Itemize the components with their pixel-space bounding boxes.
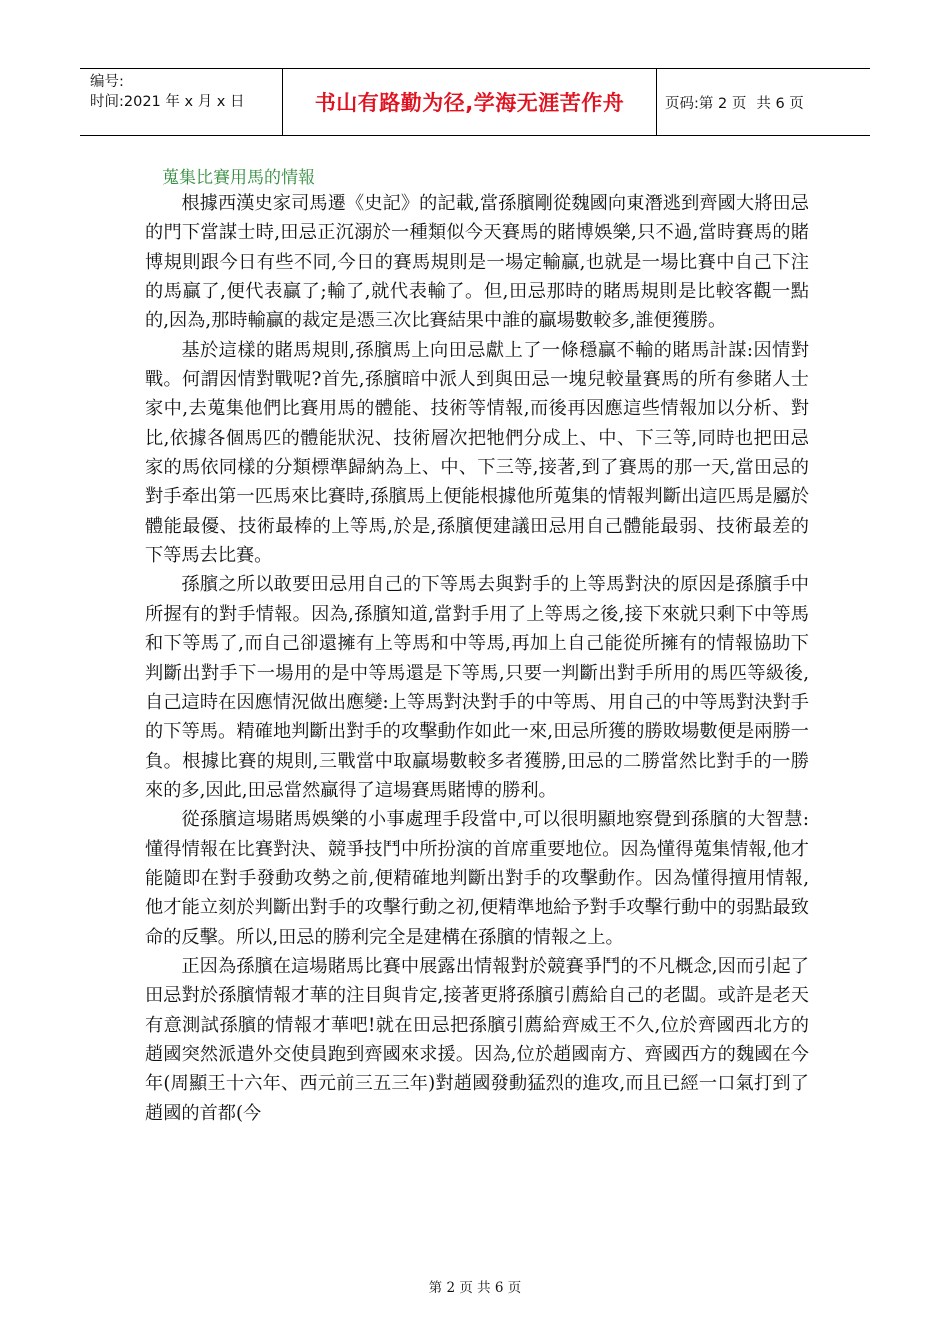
section-title: 蒐集比賽用馬的情報 — [162, 168, 315, 188]
page-header — [80, 68, 870, 136]
paragraph: 從孫臏這場賭馬娛樂的小事處理手段當中,可以很明顯地察覺到孫臏的大智慧:懂得情報在比賽對決、競爭技鬥中所扮演的首席重要地位。因為懂得蒐集情報,他才能隨即在對手發動攻勢之前,便精確地判斷出對手的攻擊動作。因為懂得擅用情報,他才能立刻於判斷出對手的攻擊行動之初,便精準地給予對手攻擊行動中的弱點最致命的反擊。所以,田忌的勝利完全是建構在孫臏的情報之上。 — [145, 809, 809, 948]
header-meta-cell — [80, 69, 283, 135]
document-time-label: 时间:2021 年 x 月 x 日 — [90, 94, 245, 110]
header-page-cell — [657, 69, 870, 135]
page-footer: 第 2 页 共 6 页 — [428, 1280, 522, 1296]
document-number-label: 编号: — [90, 74, 124, 90]
paragraph: 孫臏之所以敢要田忌用自己的下等馬去與對手的上等馬對決的原因是孫臏手中所握有的對手情報。因為,孫臏知道,當對手用了上等馬之後,接下來就只剩下中等馬和下等馬了,而自己卻還擁有上等馬和中等馬,再加上自己能從所擁有的情報協助下判斷出對手下一場用的是中等馬還是下等馬,只要一判斷出對手所用的馬匹等級後,自己這時在因應情況做出應變:上等馬對決對手的中等馬、用自己的中等馬對決對手的下等馬。精確地判斷出對手的攻擊動作如此一來,田忌所獲的勝敗場數便是兩勝一負。根據比賽的規則,三戰當中取贏場數較多者獲勝,田忌的二勝當然比對手的一勝來的多,因此,田忌當然贏得了這場賽馬賭博的勝利。 — [145, 574, 809, 801]
header-page-number: 页码:第 2 页 — [665, 95, 747, 112]
article-body — [145, 189, 809, 1128]
paragraph: 根據西漢史家司馬遷《史記》的記載,當孫臏剛從魏國向東潛逃到齊國大將田忌的門下當謀士時,田忌正沉溺於一種類似今天賽馬的賭博娛樂,只不過,當時賽馬的賭博規則跟今日有些不同,今日的賽馬規則是一場定輸贏,也就是一場比賽中自己下注的馬贏了,便代表贏了;輸了,就代表輸了。但,田忌那時的賭馬規則是比較客觀一點的,因為,那時輸贏的裁定是憑三次比賽結果中誰的贏場數較多,誰便獲勝。 — [145, 193, 809, 332]
paragraph: 基於這樣的賭馬規則,孫臏馬上向田忌獻上了一條穩贏不輸的賭馬計謀:因情對戰。何謂因情對戰呢?首先,孫臏暗中派人到與田忌一塊兒較量賽馬的所有參賭人士家中,去蒐集他們比賽用馬的體能、技術等情報,而後再因應這些情報加以分析、對比,依據各個馬匹的體能狀況、技術層次把牠們分成上、中、下三等,同時也把田忌家的馬依同樣的分類標準歸納為上、中、下三等,接著,到了賽馬的那一天,當田忌的對手牽出第一匹馬來比賽時,孫臏馬上便能根據他所蒐集的情報判斷出這匹馬是屬於體能最優、技術最棒的上等馬,於是,孫臏便建議田忌用自己體能最弱、技術最差的下等馬去比賽。 — [145, 339, 809, 567]
paragraph: 正因為孫臏在這場賭馬比賽中展露出情報對於競賽爭鬥的不凡概念,因而引起了田忌對於孫臏情報才華的注目與肯定,接著更將孫臏引薦給自己的老闆。或許是老天有意測試孫臏的情報才華吧!就在田忌把孫臏引薦給齊威王不久,位於齊國西北方的趙國突然派遣外交使員跑到齊國來求援。因為,位於趙國南方、齊國西方的魏國在今年(周顯王十六年、西元前三五三年)對趙國發動猛烈的進攻,而且已經一口氣打到了趙國的首都(今 — [145, 955, 809, 1124]
header-motto: 书山有路勤为径,学海无涯苦作舟 — [283, 69, 657, 135]
header-total-pages: 共 6 页 — [756, 95, 804, 112]
